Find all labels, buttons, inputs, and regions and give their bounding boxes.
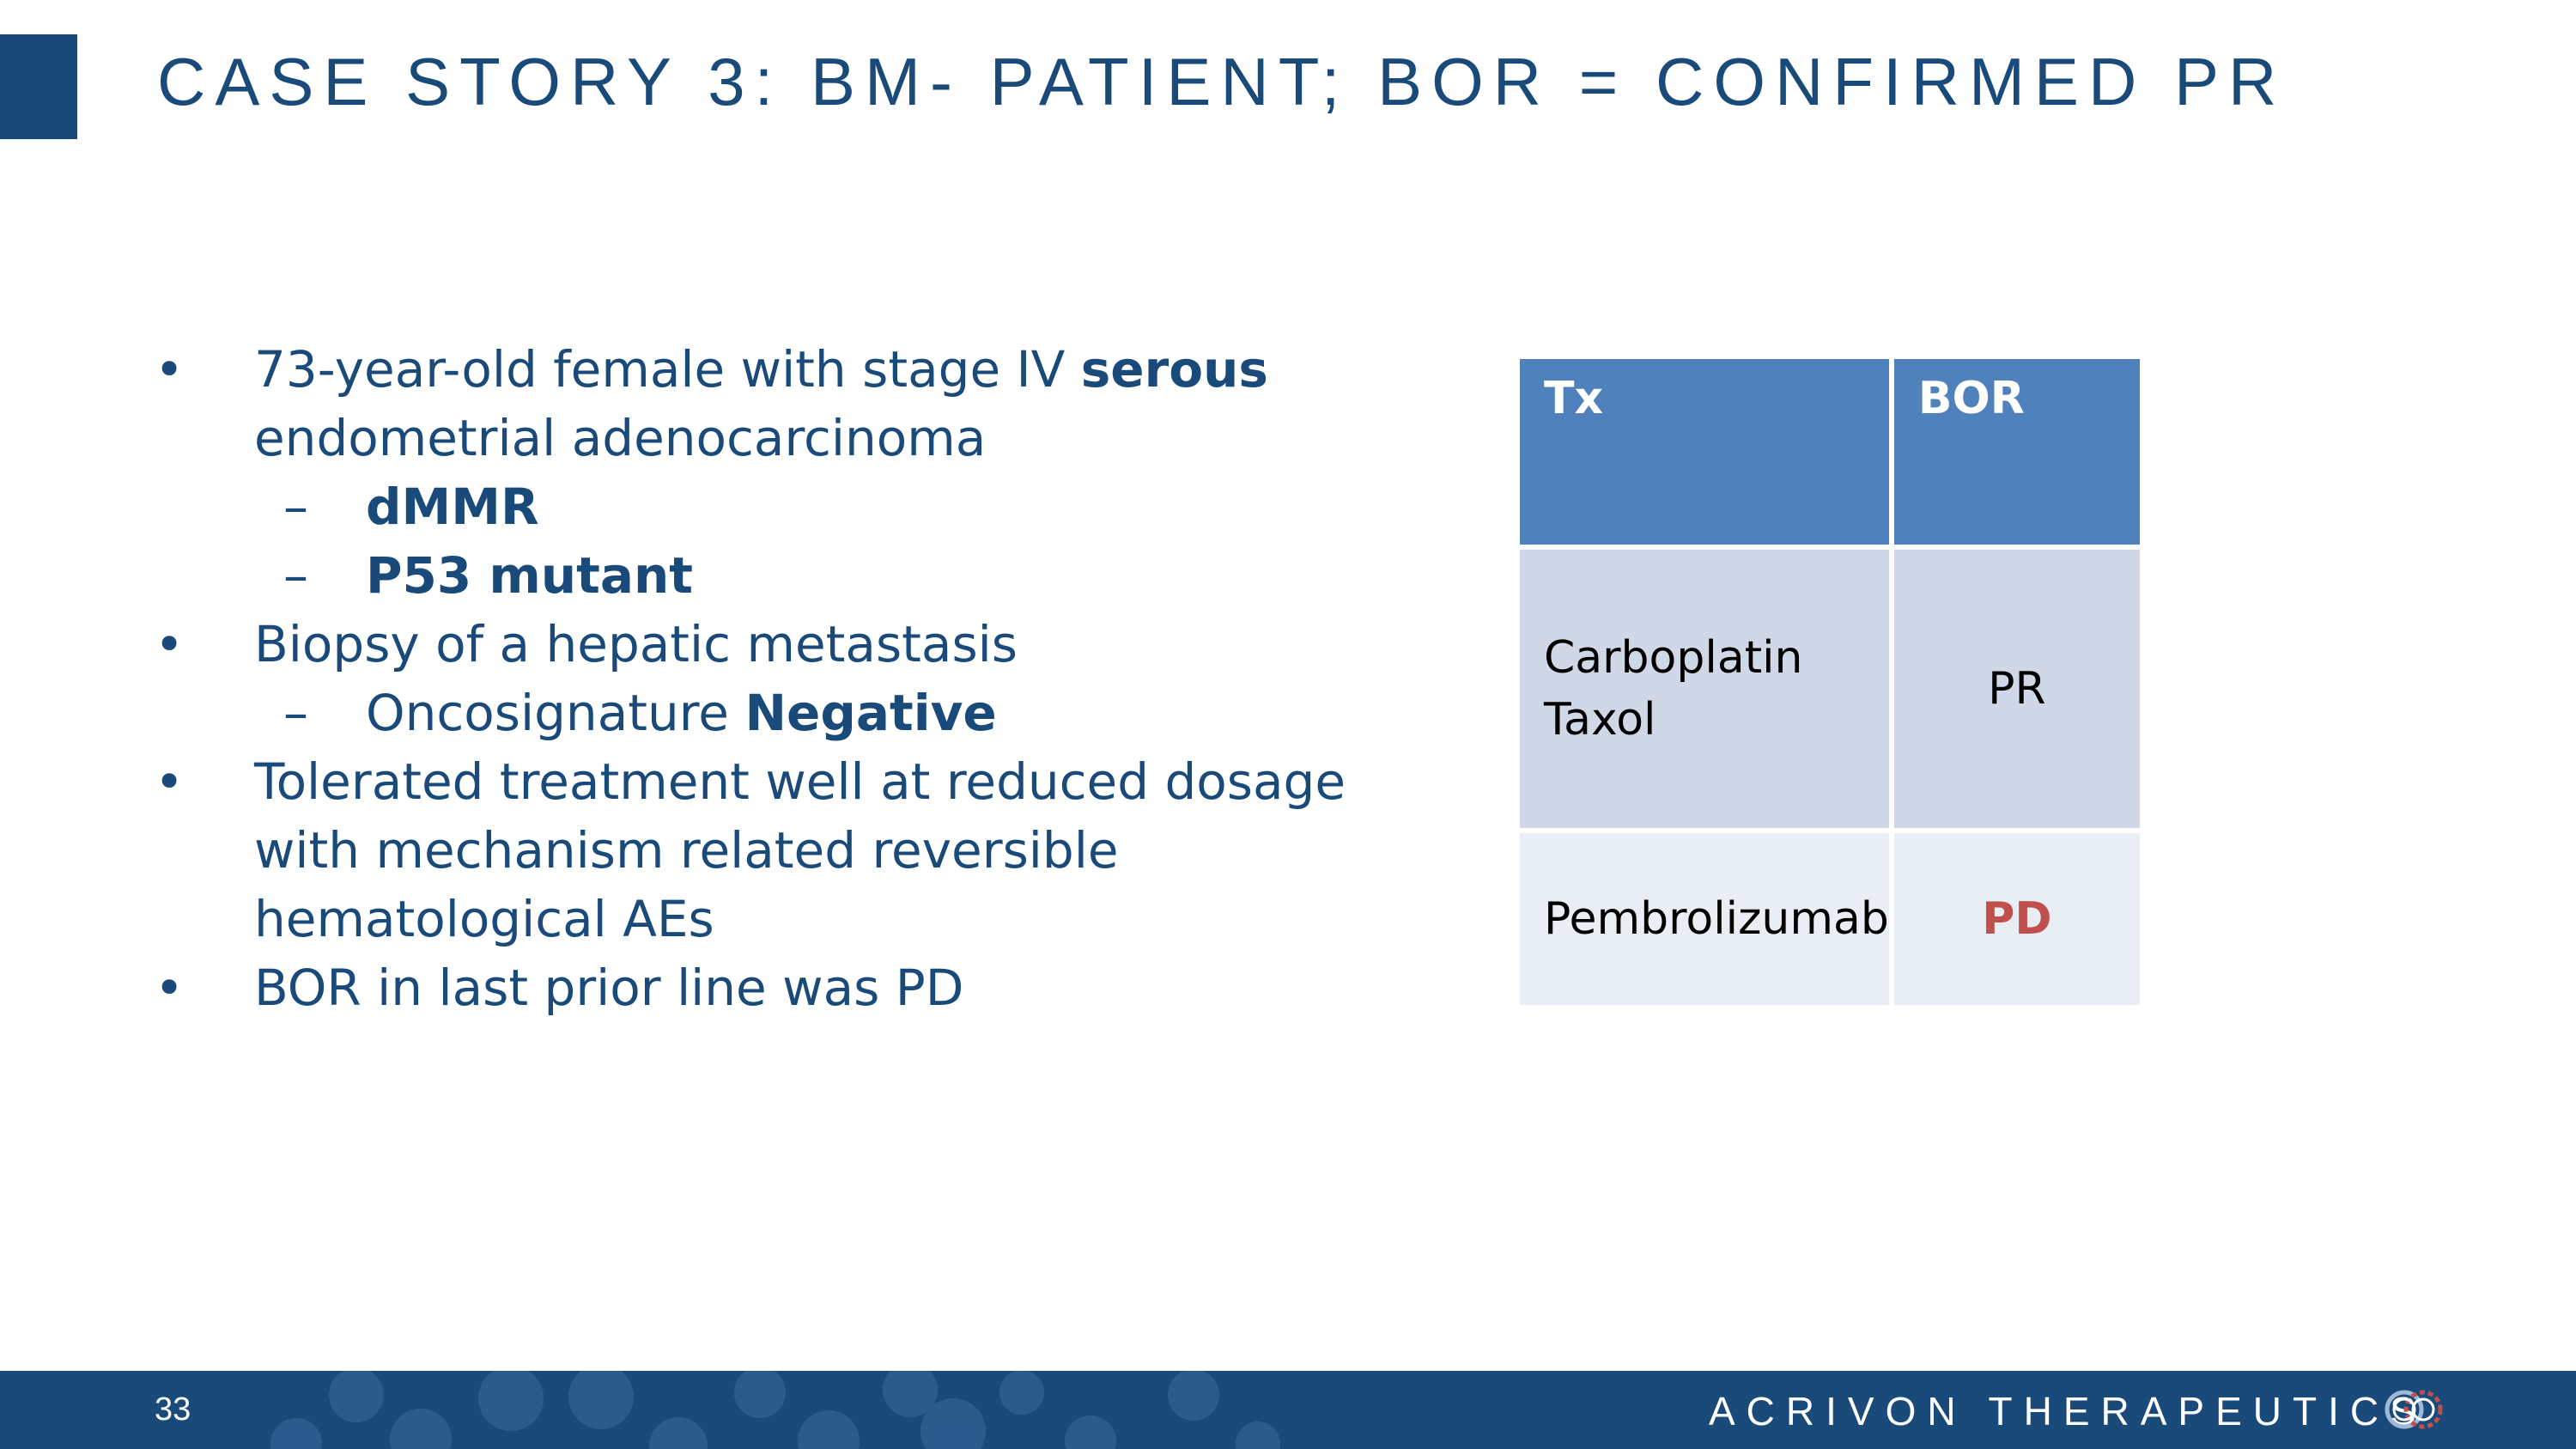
bullet-text: endometrial adenocarcinoma: [254, 409, 987, 467]
table-row: [1517, 547, 2142, 831]
tx-cell: Pembrolizumab: [1517, 831, 1892, 1008]
sub-bullet-text: P53 mutant: [366, 546, 694, 605]
bullet-mark: •: [155, 752, 185, 811]
sub-bullet-item: [146, 679, 1348, 747]
dash-mark: –: [283, 478, 308, 536]
header-bor: BOR: [1892, 356, 2142, 547]
bullet-text: Tolerated treatment well at reduced dosage: [254, 752, 1346, 811]
bullet-list: [146, 335, 1348, 1022]
bullet-text: with mechanism related reversible: [254, 821, 1119, 880]
bullet-continuation: [146, 885, 1348, 953]
interlocking-rings-logo-icon: [2380, 1383, 2447, 1436]
bullet-continuation: [146, 404, 1348, 472]
bullet-text: hematological AEs: [254, 890, 714, 948]
sub-bullet-bold-text: Negative: [744, 684, 997, 742]
tx-cell: [1517, 547, 1892, 831]
sub-bullet-item: [146, 472, 1348, 541]
dash-mark: –: [283, 546, 308, 605]
header-tx: Tx: [1517, 356, 1892, 547]
table-row: [1517, 831, 2142, 1008]
bullet-continuation: [146, 816, 1348, 885]
title-accent-square: [0, 34, 77, 139]
bor-cell: PR: [1892, 547, 2142, 831]
table-header-row: [1517, 356, 2142, 547]
tx-line: Taxol: [1544, 694, 1656, 746]
bullet-mark: •: [155, 959, 185, 1017]
bor-cell-pd: PD: [1892, 831, 2142, 1008]
bullet-bold-text: serous: [1080, 340, 1268, 399]
bullet-mark: •: [155, 615, 185, 673]
slide-title: CASE STORY 3: BM- PATIENT; BOR = CONFIRMED PR: [157, 44, 2287, 119]
sub-bullet-item: [146, 541, 1348, 610]
bullet-item: [146, 610, 1348, 679]
bullet-item: [146, 953, 1348, 1022]
sub-bullet-text: dMMR: [366, 478, 539, 536]
slide-number: 33: [155, 1391, 191, 1428]
bullet-text: Biopsy of a hepatic metastasis: [254, 615, 1018, 673]
bullet-text: BOR in last prior line was PD: [254, 959, 964, 1017]
footer-bar: [0, 1371, 2576, 1449]
bullet-mark: •: [155, 340, 185, 399]
sub-bullet-text: Oncosignature: [366, 684, 745, 742]
tx-line: Carboplatin: [1544, 632, 1803, 684]
bullet-text: 73-year-old female with stage IV: [254, 340, 1081, 399]
bullet-item: [146, 747, 1348, 816]
dash-mark: –: [283, 684, 308, 742]
company-name: ACRIVON THERAPEUTICS: [1709, 1389, 2427, 1434]
bullet-item: [146, 335, 1348, 404]
treatment-response-table: [1515, 354, 2145, 1010]
